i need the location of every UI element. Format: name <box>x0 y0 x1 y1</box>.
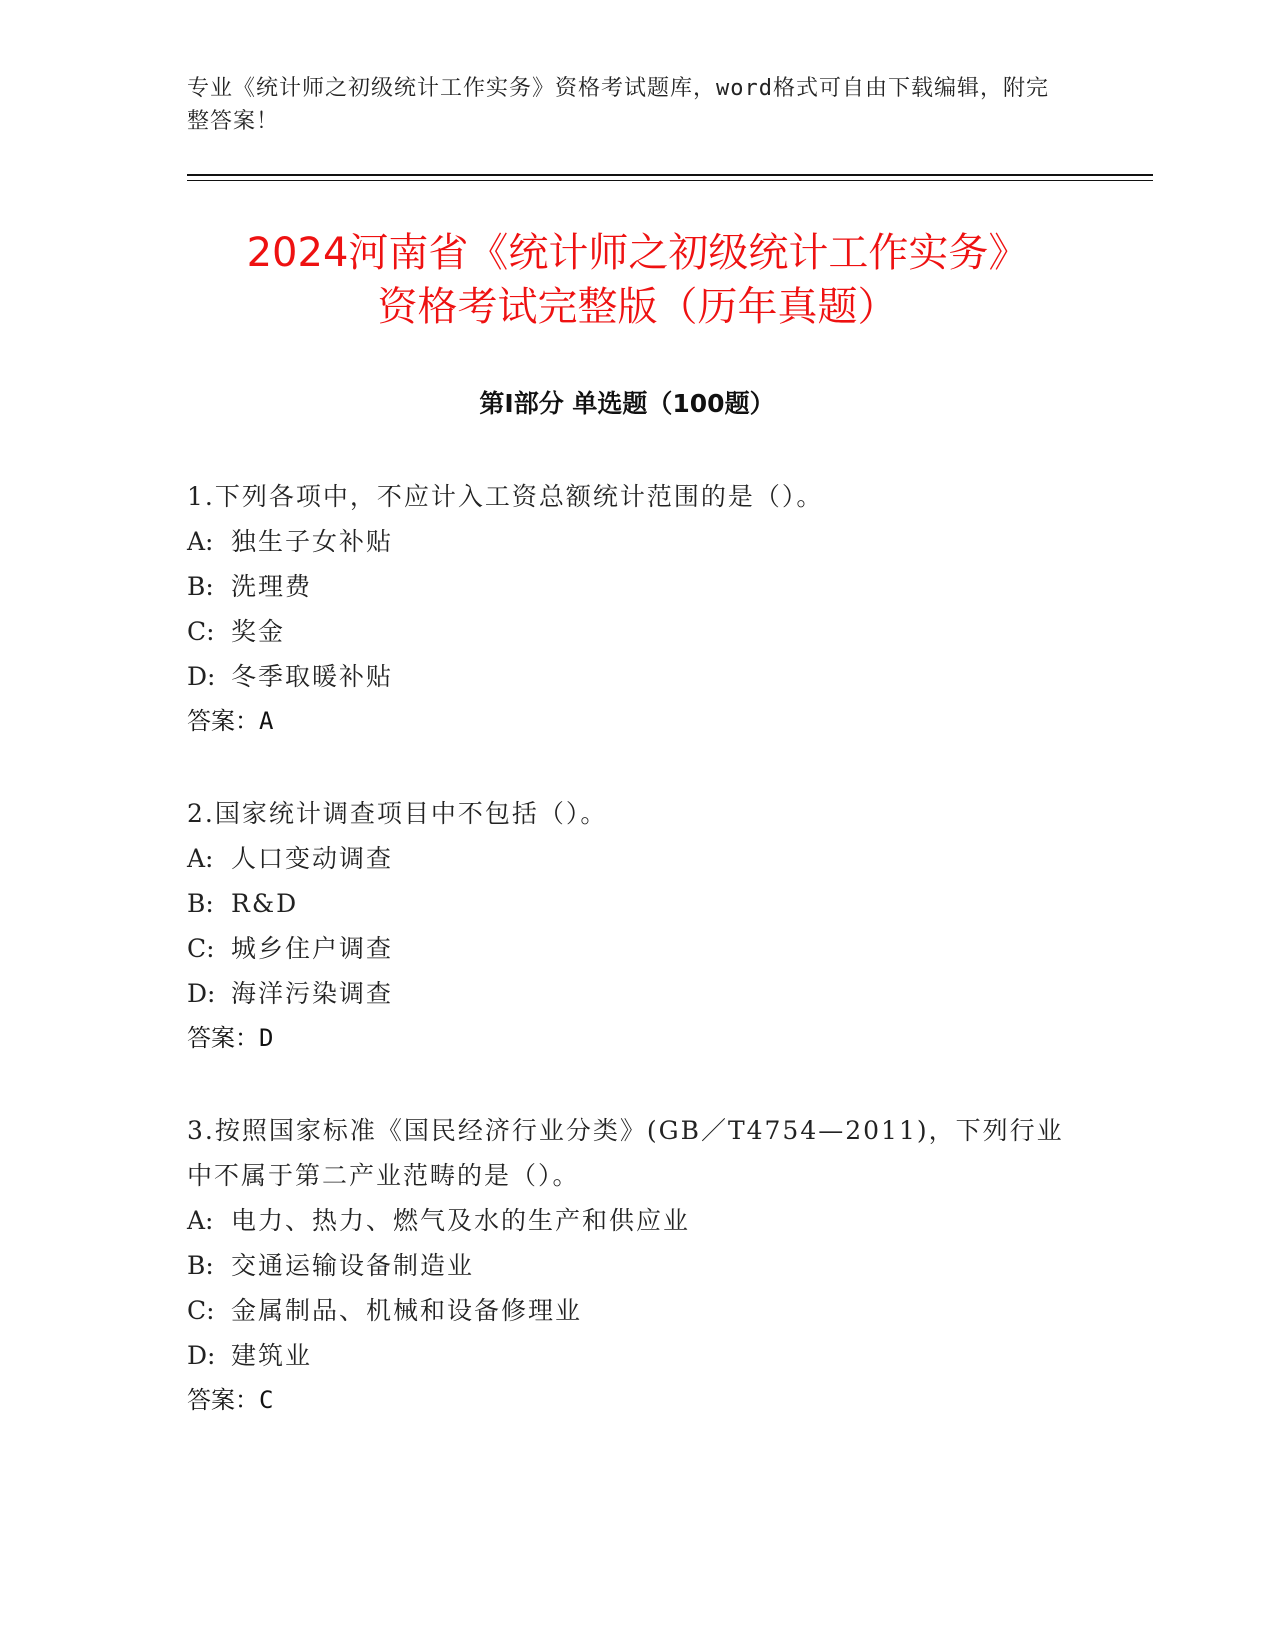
question-stem: 3.按照国家标准《国民经济行业分类》(GB／T4754—2011)，下列行业中不属于第二产业范畴的是（）。 <box>187 1116 1064 1190</box>
question-stem: 2.国家统计调查项目中不包括（）。 <box>187 799 608 828</box>
option-text: 独生子女补贴 <box>231 527 394 556</box>
option-b <box>187 881 1087 926</box>
option-letter: D: <box>187 662 216 691</box>
option-a <box>187 1198 1087 1243</box>
option-c <box>187 609 1087 654</box>
option-text: 人口变动调查 <box>231 844 394 873</box>
option-a <box>187 836 1087 881</box>
answer-label: 答案： <box>187 707 259 735</box>
answer-line <box>187 1378 1087 1423</box>
option-text: 洗理费 <box>231 572 313 601</box>
option-letter: A: <box>187 844 214 873</box>
question-stem: 1.下列各项中，不应计入工资总额统计范围的是（）。 <box>187 482 824 511</box>
option-c <box>187 1288 1087 1333</box>
option-letter: A: <box>187 1206 214 1235</box>
answer-value: A <box>259 707 274 735</box>
question-1 <box>187 474 1087 744</box>
header-divider-thick <box>187 174 1153 176</box>
option-text: 交通运输设备制造业 <box>231 1251 475 1280</box>
question-2 <box>187 791 1087 1061</box>
question-3 <box>187 1108 1087 1423</box>
answer-label: 答案： <box>187 1386 259 1414</box>
document-title-line2: 资格考试完整版（历年真题） <box>377 284 898 330</box>
answer-line <box>187 1016 1087 1061</box>
option-text: 海洋污染调查 <box>231 979 394 1008</box>
option-c <box>187 926 1087 971</box>
option-a <box>187 519 1087 564</box>
option-letter: A: <box>187 527 214 556</box>
answer-label: 答案： <box>187 1024 259 1052</box>
option-d <box>187 971 1087 1016</box>
section-title: 第I部分 单选题（100题） <box>479 389 775 418</box>
option-text: 城乡住户调查 <box>231 934 394 963</box>
option-text: 建筑业 <box>231 1341 313 1370</box>
option-letter: B: <box>187 572 214 601</box>
option-b <box>187 564 1087 609</box>
header-note: 专业《统计师之初级统计工作实务》资格考试题库，word格式可自由下载编辑，附完整答案！ <box>187 76 1049 134</box>
option-text: 金属制品、机械和设备修理业 <box>231 1296 583 1325</box>
option-text: 奖金 <box>231 617 286 646</box>
option-text: 电力、热力、燃气及水的生产和供应业 <box>231 1206 691 1235</box>
option-letter: B: <box>187 889 214 918</box>
answer-value: D <box>259 1024 274 1052</box>
option-letter: D: <box>187 979 216 1008</box>
document-title <box>140 226 1135 334</box>
answer-line <box>187 699 1087 744</box>
option-text: R&D <box>231 889 299 918</box>
option-letter: D: <box>187 1341 216 1370</box>
option-letter: C: <box>187 617 215 646</box>
option-text: 冬季取暖补贴 <box>231 662 394 691</box>
answer-value: C <box>259 1386 274 1414</box>
header-divider-thin <box>187 180 1153 181</box>
document-title-line1: 2024河南省《统计师之初级统计工作实务》 <box>246 230 1029 276</box>
option-letter: B: <box>187 1251 214 1280</box>
option-letter: C: <box>187 934 215 963</box>
option-d <box>187 1333 1087 1378</box>
option-d <box>187 654 1087 699</box>
option-letter: C: <box>187 1296 215 1325</box>
option-b <box>187 1243 1087 1288</box>
